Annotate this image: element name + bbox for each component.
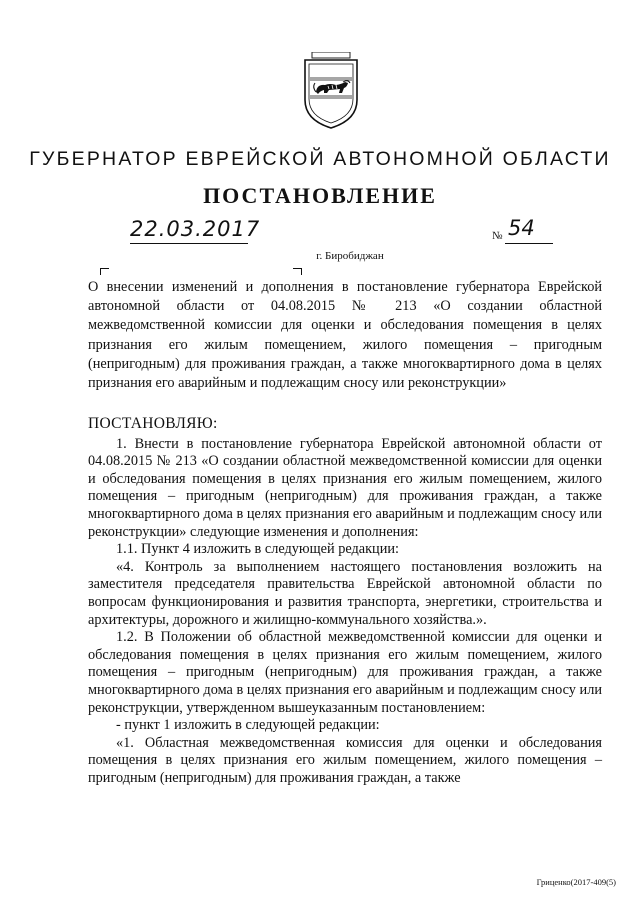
document-number: 54: [508, 216, 535, 240]
date-underline: [130, 243, 248, 244]
document-body: [88, 415, 602, 787]
body-paragraph: - пункт 1 изложить в следующей редакции:: [116, 717, 380, 734]
body-paragraph: 1.2. В Положении об областной межведомственной комиссии для оценки и обследования помещения в целях признания его жилым помещением, жилого помещения – пригодным (непригодным) для проживания граждан, а также многоквартирного дома в целях признания его аварийным и подлежащим сносу или реконструкции, утвержденном вышеуказанным постановлением:: [88, 629, 602, 716]
body-paragraph: 1.1. Пункт 4 изложить в следующей редакции:: [116, 541, 399, 558]
body-paragraph: «1. Областная межведомственная комиссия для оценки и обследования помещения в целях признания его жилым помещением, жилого помещения – пригодным (непригодным) для проживания граждан, а также: [88, 734, 602, 786]
subject-bracket-right: [293, 268, 302, 275]
city-name: г. Биробиджан: [316, 250, 384, 262]
governor-title: ГУБЕРНАТОР ЕВРЕЙСКОЙ АВТОНОМНОЙ ОБЛАСТИ: [29, 148, 611, 170]
subject-bracket-left: [100, 268, 109, 275]
footer-code: Гриценко(2017-409(5): [536, 877, 616, 887]
document-date: 22.03.2017: [130, 217, 261, 241]
coat-of-arms-emblem: [302, 52, 360, 130]
number-underline: [505, 243, 553, 244]
body-paragraph: «4. Контроль за выполнением настоящего постановления возложить на заместителя председателя правительства Еврейской автономной области по вопросам функционирования и развития транспорта, энергетики, строительства и архитектуры, дорожного и жилищно-коммунального хозяйства.».: [88, 558, 602, 628]
document-type-heading: ПОСТАНОВЛЕНИЕ: [203, 183, 437, 208]
number-label: №: [492, 230, 503, 242]
decree-word: ПОСТАНОВЛЯЮ:: [88, 415, 218, 432]
body-paragraph: 1. Внести в постановление губернатора Еврейской автономной области от 04.08.2015 № 213 «О создании областной межведомственной комиссии для оценки и обследования помещения в целях признания его жилым помещением, жилого помещения – пригодным (непригодным) для проживания граждан, а также многоквартирного дома в целях признания его аварийным и подлежащим сносу или реконструкции» следующие изменения и дополнения:: [88, 435, 602, 540]
document-subject: О внесении изменений и дополнения в постановление губернатора Еврейской автономной области от 04.08.2015 № 213 «О создании областной межведомственной комиссии для оценки и обследования помещения в целях признания его жилым помещением, жилого помещения – пригодным (непригодным) для проживания граждан, а также многоквартирного дома в целях признания его аварийным и подлежащим сносу или реконструкции»: [88, 279, 602, 392]
